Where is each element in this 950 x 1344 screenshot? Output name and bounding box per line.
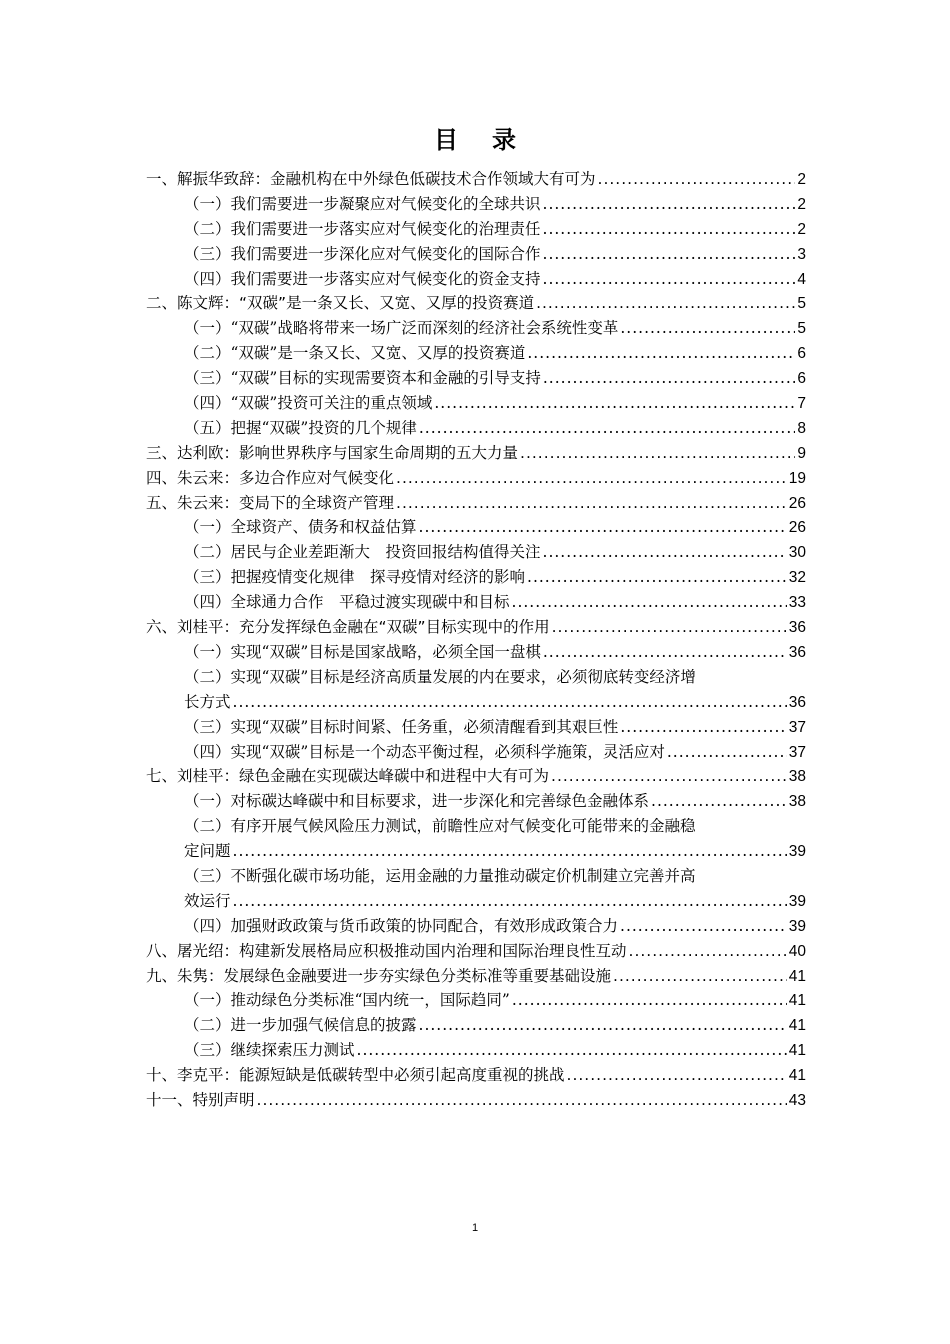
toc-chapter-number: 一、 <box>146 170 178 188</box>
toc-leader-dots <box>233 889 787 914</box>
toc-section-entry[interactable] <box>146 715 806 740</box>
toc-leader-dots <box>419 416 796 441</box>
toc-leader-dots <box>552 615 787 640</box>
toc-page-number: 3 <box>797 245 806 263</box>
toc-entry-text: 刘桂平：绿色金融在实现碳达峰碳中和进程中大有可为 <box>177 767 550 786</box>
toc-section-entry[interactable] <box>146 665 806 715</box>
toc-page-number: 37 <box>788 718 806 736</box>
toc-entry-text: （五）把握“双碳”投资的几个规律 <box>184 418 417 437</box>
toc-entry-text: （二）进一步加强气候信息的披露 <box>184 1016 417 1035</box>
toc-page-number: 8 <box>797 419 806 437</box>
toc-chapter-number: 三、 <box>146 443 178 462</box>
table-of-contents <box>146 167 806 1113</box>
toc-entry-text-continued: 长方式 <box>184 692 231 711</box>
toc-page-number: 6 <box>797 370 806 388</box>
toc-entry-text: （三）把握疫情变化规律 探寻疫情对经济的影响 <box>184 568 526 587</box>
toc-page-number: 26 <box>788 494 806 512</box>
toc-entry-text: （三）不断强化碳市场功能，运用金融的力量推动碳定价机制建立完善并高 <box>184 866 696 885</box>
toc-section-entry[interactable] <box>146 988 806 1013</box>
page-title <box>0 122 950 158</box>
toc-page-number: 6 <box>797 345 806 363</box>
toc-section-entry[interactable] <box>146 515 806 540</box>
toc-page-number: 19 <box>788 469 806 487</box>
toc-page-number: 30 <box>788 544 806 562</box>
toc-section-entry[interactable] <box>146 217 806 242</box>
toc-page-number: 26 <box>788 519 806 537</box>
toc-chapter-number: 四、 <box>146 468 178 487</box>
toc-page-number: 36 <box>788 643 806 661</box>
toc-entry-text: （三）继续探索压力测试 <box>184 1041 355 1060</box>
toc-chapter-entry[interactable] <box>146 964 806 989</box>
toc-section-entry[interactable] <box>146 267 806 292</box>
toc-chapter-entry[interactable] <box>146 615 806 640</box>
toc-entry-text-continued: 效运行 <box>184 891 231 910</box>
toc-section-entry[interactable] <box>146 192 806 217</box>
toc-entry-text: （二）我们需要进一步落实应对气候变化的治理责任 <box>184 219 541 238</box>
toc-leader-dots <box>257 1088 787 1113</box>
toc-entry-text-continued: 定问题 <box>184 842 231 861</box>
toc-entry-text: 朱云来：变局下的全球资产管理 <box>177 493 395 512</box>
toc-leader-dots <box>543 366 796 391</box>
toc-page-number: 39 <box>788 917 806 935</box>
toc-leader-dots <box>419 1013 787 1038</box>
toc-page-number: 5 <box>797 320 806 338</box>
toc-leader-dots <box>620 715 786 740</box>
toc-entry-text: （一）实现“双碳”目标是国家战略，必须全国一盘棋 <box>184 642 541 661</box>
toc-section-entry[interactable] <box>146 1013 806 1038</box>
toc-entry-text: （二）居民与企业差距渐大 投资回报结构值得关注 <box>184 543 541 562</box>
toc-section-entry[interactable] <box>146 341 806 366</box>
toc-chapter-entry[interactable] <box>146 167 806 192</box>
toc-page-number: 2 <box>797 195 806 213</box>
toc-leader-dots <box>567 1063 787 1088</box>
toc-entry-text: （三）我们需要进一步深化应对气候变化的国际合作 <box>184 244 541 263</box>
toc-leader-dots <box>543 267 796 292</box>
toc-entry-text: 特别声明 <box>192 1091 255 1109</box>
toc-section-entry[interactable] <box>146 366 806 391</box>
toc-chapter-entry[interactable] <box>146 491 806 516</box>
toc-page-number: 37 <box>788 743 806 761</box>
toc-chapter-number: 七、 <box>146 767 178 786</box>
toc-page-number: 38 <box>788 793 806 811</box>
toc-leader-dots <box>551 764 787 789</box>
toc-chapter-entry[interactable] <box>146 1063 806 1088</box>
toc-chapter-entry[interactable] <box>146 764 806 789</box>
toc-entry-text: 刘桂平：充分发挥绿色金融在“双碳”目标实现中的作用 <box>177 618 550 637</box>
toc-page-number: 9 <box>797 444 806 462</box>
toc-chapter-entry[interactable] <box>146 466 806 491</box>
toc-leader-dots <box>536 291 795 316</box>
toc-section-entry[interactable] <box>146 864 806 914</box>
page-number-footer: 1 <box>471 1222 479 1234</box>
toc-leader-dots <box>620 316 795 341</box>
toc-leader-dots <box>527 565 787 590</box>
toc-section-entry[interactable] <box>146 540 806 565</box>
toc-page-number: 5 <box>797 295 806 313</box>
toc-leader-dots <box>598 167 796 192</box>
toc-leader-dots <box>543 540 787 565</box>
toc-chapter-entry[interactable] <box>146 1088 806 1113</box>
toc-entry-text: （一）对标碳达峰碳中和目标要求，进一步深化和完善绿色金融体系 <box>184 792 650 811</box>
toc-section-entry[interactable] <box>146 590 806 615</box>
toc-page-number: 7 <box>797 395 806 413</box>
toc-section-entry[interactable] <box>146 1038 806 1063</box>
toc-section-entry[interactable] <box>146 740 806 765</box>
toc-leader-dots <box>527 341 795 366</box>
toc-leader-dots <box>233 839 787 864</box>
toc-leader-dots <box>233 690 787 715</box>
toc-page-number: 2 <box>797 171 806 188</box>
toc-entry-text: （四）我们需要进一步落实应对气候变化的资金支持 <box>184 269 541 288</box>
toc-leader-dots <box>651 789 787 814</box>
toc-page-number: 41 <box>788 1017 806 1035</box>
toc-page-number: 39 <box>788 892 806 910</box>
toc-entry-text: （四）加强财政政策与货币政策的协同配合，有效形成政策合力 <box>184 916 619 935</box>
toc-entry-text: 陈文辉：“双碳”是一条又长、又宽、又厚的投资赛道 <box>177 294 535 313</box>
toc-section-entry[interactable] <box>146 565 806 590</box>
toc-chapter-entry[interactable] <box>146 441 806 466</box>
toc-entry-text: （三）“双碳”目标的实现需要资本和金融的引导支持 <box>184 369 541 388</box>
toc-leader-dots <box>667 740 787 765</box>
toc-page-number: 41 <box>788 1067 806 1085</box>
toc-entry-text: 朱云来：多边合作应对气候变化 <box>177 468 395 487</box>
toc-leader-dots <box>396 491 787 516</box>
toc-page-number: 41 <box>788 1042 806 1060</box>
toc-page-number: 32 <box>788 569 806 587</box>
toc-page-number: 38 <box>788 768 806 786</box>
toc-leader-dots <box>520 441 795 466</box>
toc-chapter-entry[interactable] <box>146 939 806 964</box>
toc-entry-text: 朱隽：发展绿色金融要进一步夯实绿色分类标准等重要基础设施 <box>177 966 612 985</box>
toc-chapter-number: 五、 <box>146 493 178 512</box>
toc-entry-text: 李克平：能源短缺是低碳转型中必须引起高度重视的挑战 <box>177 1066 565 1085</box>
toc-chapter-number: 六、 <box>146 618 178 637</box>
toc-leader-dots <box>543 242 796 267</box>
toc-entry-text: 解振华致辞：金融机构在中外绿色低碳技术合作领域大有可为 <box>177 170 596 188</box>
toc-leader-dots <box>434 391 795 416</box>
toc-leader-dots <box>357 1038 787 1063</box>
toc-entry-text: （二）有序开展气候风险压力测试，前瞻性应对气候变化可能带来的金融稳 <box>184 817 696 836</box>
toc-entry-text: （四）实现“双碳”目标是一个动态平衡过程，必须科学施策，灵活应对 <box>184 742 665 761</box>
toc-page-number: 39 <box>788 843 806 861</box>
toc-chapter-number: 二、 <box>146 294 178 313</box>
toc-section-entry[interactable] <box>146 789 806 814</box>
toc-page-number: 40 <box>788 942 806 960</box>
toc-leader-dots <box>613 964 787 989</box>
toc-entry-text: （四）“双碳”投资可关注的重点领域 <box>184 394 433 413</box>
toc-section-entry[interactable] <box>146 914 806 939</box>
toc-leader-dots <box>512 988 787 1013</box>
toc-entry-text: （一）全球资产、债务和权益估算 <box>184 518 417 537</box>
toc-leader-dots <box>543 192 796 217</box>
toc-page-number: 4 <box>797 270 806 288</box>
toc-page-number: 33 <box>788 594 806 612</box>
toc-entry-text: （一）我们需要进一步凝聚应对气候变化的全球共识 <box>184 194 541 213</box>
toc-leader-dots <box>512 590 787 615</box>
toc-leader-dots <box>543 217 796 242</box>
toc-page-number: 41 <box>788 967 806 985</box>
toc-section-entry[interactable] <box>146 416 806 441</box>
toc-entry-text: （一）“双碳”战略将带来一场广泛而深刻的经济社会系统性变革 <box>184 319 619 338</box>
title-char-1: 目 <box>434 126 458 154</box>
toc-entry-text: （二）实现“双碳”目标是经济高质量发展的内在要求，必须彻底转变经济增 <box>184 667 696 686</box>
toc-leader-dots <box>419 515 787 540</box>
toc-page-number: 36 <box>788 693 806 711</box>
toc-entry-text: 屠光绍：构建新发展格局应积极推动国内治理和国际治理良性互动 <box>177 941 627 960</box>
toc-chapter-entry[interactable] <box>146 291 806 316</box>
toc-section-entry[interactable] <box>146 640 806 665</box>
toc-leader-dots <box>396 466 787 491</box>
toc-chapter-number: 八、 <box>146 941 178 960</box>
toc-entry-text: （二）“双碳”是一条又长、又宽、又厚的投资赛道 <box>184 344 526 363</box>
toc-entry-text: （三）实现“双碳”目标时间紧、任务重，必须清醒看到其艰巨性 <box>184 717 619 736</box>
toc-page-number: 43 <box>788 1092 806 1109</box>
toc-page-number: 41 <box>788 992 806 1010</box>
toc-entry-text: 达利欧：影响世界秩序与国家生命周期的五大力量 <box>177 443 519 462</box>
title-char-2: 录 <box>492 126 516 154</box>
toc-section-entry[interactable] <box>146 814 806 864</box>
toc-section-entry[interactable] <box>146 242 806 267</box>
toc-page-number: 36 <box>788 619 806 637</box>
toc-chapter-number: 九、 <box>146 966 178 985</box>
toc-leader-dots <box>543 640 787 665</box>
toc-leader-dots <box>629 939 787 964</box>
toc-chapter-number: 十、 <box>146 1066 178 1085</box>
toc-entry-text: （四）全球通力合作 平稳过渡实现碳中和目标 <box>184 593 510 612</box>
toc-entry-text: （一）推动绿色分类标准“国内统一，国际趋同” <box>184 991 510 1010</box>
toc-chapter-number: 十一、 <box>146 1091 193 1109</box>
toc-section-entry[interactable] <box>146 391 806 416</box>
toc-page-number: 2 <box>797 220 806 238</box>
toc-section-entry[interactable] <box>146 316 806 341</box>
toc-leader-dots <box>620 914 787 939</box>
